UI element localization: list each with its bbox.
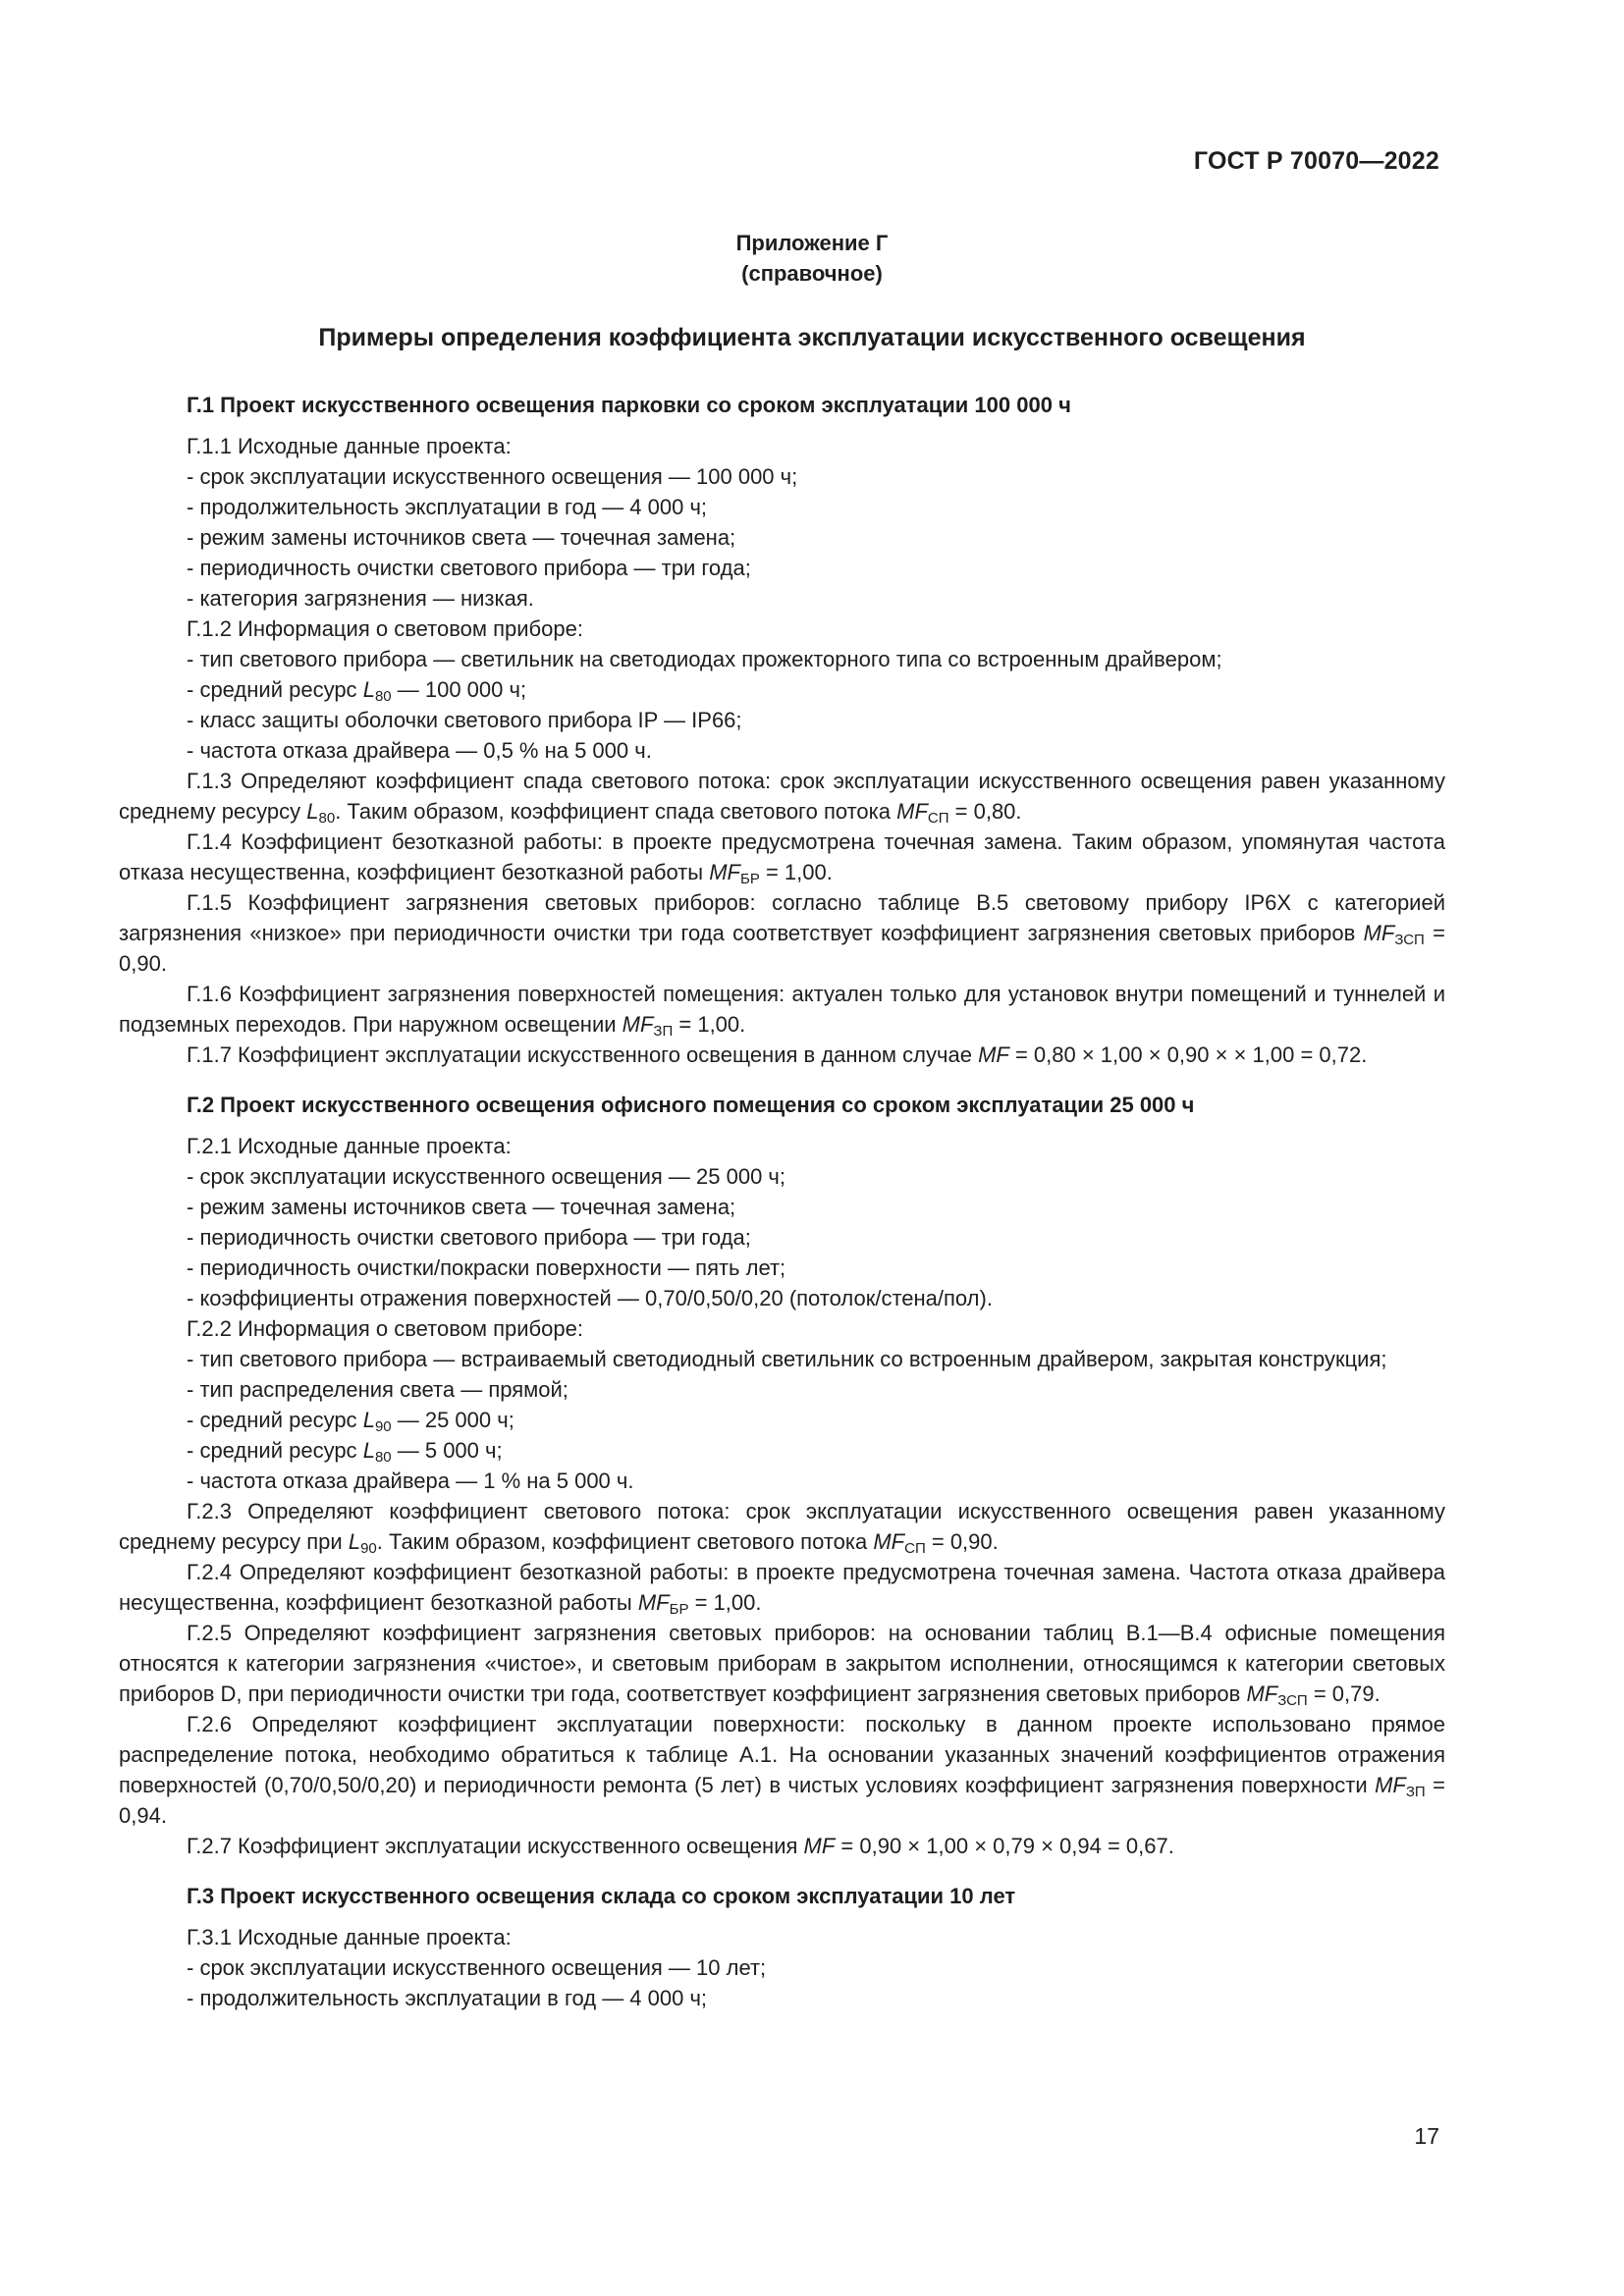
symbol: MF xyxy=(873,1529,905,1554)
paragraph: Г.3.1 Исходные данные проекта: xyxy=(187,1925,512,1949)
symbol: L xyxy=(348,1529,361,1554)
paragraph: Г.2.1 Исходные данные проекта: xyxy=(187,1134,512,1158)
text: = 0,90 × 1,00 × 0,79 × 0,94 = 0,67. xyxy=(835,1834,1174,1858)
paragraph xyxy=(119,1040,1445,1070)
symbol: MF xyxy=(1246,1682,1278,1706)
subscript: 90 xyxy=(360,1540,377,1557)
list-item: - коэффициенты отражения поверхностей — 0,70/0,50/0,20 (потолок/стена/пол). xyxy=(187,1286,993,1310)
text: = 0,90. xyxy=(925,1529,999,1554)
symbol: MF xyxy=(622,1012,654,1037)
subscript: ЗСП xyxy=(1277,1692,1308,1709)
list-item: - тип светового прибора — светильник на светодиодах прожекторного типа со встроенным драйвером; xyxy=(187,647,1222,671)
paragraph xyxy=(119,1709,1445,1831)
text: Г.1.6 Коэффициент загрязнения поверхностей помещения: актуален только для установок внутри помещений и туннелей и подземных переходов. При наружном освещении xyxy=(119,982,1445,1037)
appendix-heading: Примеры определения коэффициента эксплуатации искусственного освещения xyxy=(318,324,1306,351)
subscript: БР xyxy=(669,1601,689,1618)
list-item: - периодичность очистки светового прибора — три года; xyxy=(187,1225,751,1250)
section-heading: Г.3 Проект искусственного освещения склада со сроком эксплуатации 10 лет xyxy=(187,1884,1016,1908)
symbol: MF xyxy=(1375,1773,1406,1797)
subscript: СП xyxy=(927,810,949,827)
subscript: ЗП xyxy=(653,1023,674,1040)
subscript: 80 xyxy=(318,810,336,827)
text: = 0,79. xyxy=(1307,1682,1380,1706)
text: Г.2.7 Коэффициент эксплуатации искусственного освещения xyxy=(187,1834,804,1858)
subscript: БР xyxy=(739,871,760,887)
symbol: MF xyxy=(803,1834,836,1858)
subscript: 80 xyxy=(374,1449,392,1466)
text: Г.1.7 Коэффициент эксплуатации искусственного освещения в данном случае xyxy=(187,1042,979,1067)
list-item: - продолжительность эксплуатации в год — 4 000 ч; xyxy=(187,495,708,519)
paragraph xyxy=(119,1831,1445,1861)
document-body xyxy=(119,390,1445,2013)
paragraph xyxy=(119,1496,1445,1557)
text: = 0,94. xyxy=(119,1773,1445,1828)
text: Г.1.5 Коэффициент загрязнения световых приборов: согласно таблице В.5 световому прибору IP6X с категорией загрязнения «низкое» при периодичности очистки три года соответствует коэффициент загрязнения световых приборов xyxy=(119,890,1445,945)
text: - средний ресурс xyxy=(187,1438,363,1463)
symbol: MF xyxy=(978,1042,1009,1067)
subscript: ЗСП xyxy=(1394,932,1425,948)
symbol: MF xyxy=(1363,921,1395,945)
symbol: MF xyxy=(637,1590,670,1615)
text: - средний ресурс xyxy=(187,677,363,702)
text: = 1,00. xyxy=(688,1590,762,1615)
text: = 1,00. xyxy=(759,860,833,884)
symbol: L xyxy=(362,1408,375,1432)
list-item: - срок эксплуатации искусственного освещения — 10 лет; xyxy=(187,1955,767,1980)
text: Г.1.3 Определяют коэффициент спада светового потока: срок эксплуатации искусственного освещения равен указанному среднему ресурсу xyxy=(119,769,1445,824)
list-item: - продолжительность эксплуатации в год — 4 000 ч; xyxy=(187,1986,708,2010)
page-number: 17 xyxy=(1414,2123,1439,2149)
list-item: - периодичность очистки/покраски поверхности — пять лет; xyxy=(187,1255,786,1280)
text: - средний ресурс xyxy=(187,1408,363,1432)
list-item: - категория загрязнения — низкая. xyxy=(187,586,534,611)
list-item: - тип светового прибора — встраиваемый светодиодный светильник со встроенным драйвером, закрытая конструкция; xyxy=(187,1347,1387,1371)
document-number: ГОСТ Р 70070—2022 xyxy=(1193,147,1439,175)
list-item: - периодичность очистки светового прибора — три года; xyxy=(187,556,751,580)
text: — 5 000 ч; xyxy=(391,1438,503,1463)
paragraph: Г.1.2 Информация о световом приборе: xyxy=(187,616,583,641)
text: Г.2.6 Определяют коэффициент эксплуатации поверхности: поскольку в данном проекте использовано прямое распределение потока, необходимо обратиться к таблице А.1. На основании указанных значений коэффициентов отражения поверхностей (0,70/0,50/0,20) и периодичности ремонта (5 лет) в чистых условиях коэффициент загрязнения поверхности xyxy=(119,1712,1445,1797)
symbol: L xyxy=(306,799,319,824)
text: Г.1.4 Коэффициент безотказной работы: в проекте предусмотрена точечная замена. Таким образом, упомянутая частота отказа несущественна, коэффициент безотказной работы xyxy=(119,829,1445,884)
paragraph xyxy=(119,1557,1445,1618)
list-item: - частота отказа драйвера — 1 % на 5 000 ч. xyxy=(187,1468,634,1493)
appendix-title: Приложение Г xyxy=(735,231,889,255)
symbol: L xyxy=(362,677,375,702)
paragraph xyxy=(119,827,1445,887)
section-heading: Г.1 Проект искусственного освещения парковки со сроком эксплуатации 100 000 ч xyxy=(187,393,1071,417)
subscript: ЗП xyxy=(1405,1784,1426,1800)
section-heading: Г.2 Проект искусственного освещения офисного помещения со сроком эксплуатации 25 000 ч xyxy=(187,1093,1195,1117)
paragraph xyxy=(119,887,1445,979)
text: = 0,80. xyxy=(948,799,1022,824)
list-item: - частота отказа драйвера — 0,5 % на 5 000 ч. xyxy=(187,738,652,763)
paragraph xyxy=(119,979,1445,1040)
subscript: 80 xyxy=(374,688,392,705)
text: = 1,00. xyxy=(673,1012,746,1037)
list-item: - режим замены источников света — точечная замена; xyxy=(187,1195,736,1219)
list-item: - срок эксплуатации искусственного освещения — 25 000 ч; xyxy=(187,1164,785,1189)
appendix-subtitle: (справочное) xyxy=(741,261,883,286)
text: . Таким образом, коэффициент светового потока xyxy=(376,1529,874,1554)
list-item xyxy=(119,1405,1445,1435)
text: = 0,90. xyxy=(119,921,1445,976)
text: Г.2.3 Определяют коэффициент светового потока: срок эксплуатации искусственного освещения равен указанному среднему ресурсу при xyxy=(119,1499,1445,1554)
list-item: - класс защиты оболочки светового прибора IP — IP66; xyxy=(187,708,742,732)
list-item xyxy=(119,674,1445,705)
list-item: - режим замены источников света — точечная замена; xyxy=(187,525,736,550)
text: Г.2.4 Определяют коэффициент безотказной работы: в проекте предусмотрена точечная замена. Частота отказа драйвера несущественна, коэффициент безотказной работы xyxy=(119,1560,1445,1615)
subscript: СП xyxy=(904,1540,926,1557)
paragraph xyxy=(119,1618,1445,1709)
text: . Таким образом, коэффициент спада светового потока xyxy=(335,799,897,824)
list-item: - тип распределения света — прямой; xyxy=(187,1377,568,1402)
text: — 100 000 ч; xyxy=(391,677,527,702)
text: Г.2.5 Определяют коэффициент загрязнения световых приборов: на основании таблиц В.1—В.4 офисные помещения относятся к категории загрязнения «чистое», и световым приборам в закрытом исполнении, относящимся к категории световых приборов D, при периодичности очистки три года, соответствует коэффициент загрязнения световых приборов xyxy=(119,1621,1445,1706)
list-item xyxy=(119,1435,1445,1466)
symbol: MF xyxy=(709,860,740,884)
paragraph: Г.1.1 Исходные данные проекта: xyxy=(187,434,512,458)
text: — 25 000 ч; xyxy=(391,1408,514,1432)
list-item: - срок эксплуатации искусственного освещения — 100 000 ч; xyxy=(187,464,798,489)
text: = 0,80 × 1,00 × 0,90 × × 1,00 = 0,72. xyxy=(1008,1042,1368,1067)
subscript: 90 xyxy=(374,1418,392,1435)
paragraph: Г.2.2 Информация о световом приборе: xyxy=(187,1316,583,1341)
paragraph xyxy=(119,766,1445,827)
symbol: L xyxy=(362,1438,375,1463)
symbol: MF xyxy=(896,799,928,824)
